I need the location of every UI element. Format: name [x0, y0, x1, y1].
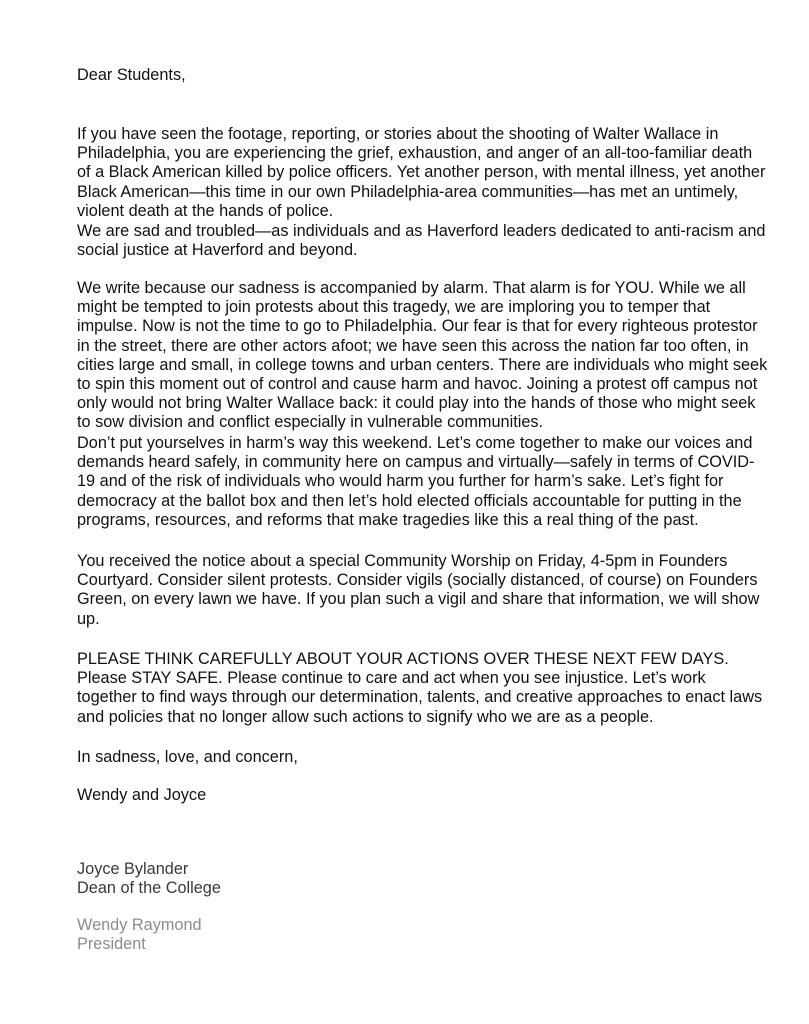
signoff: Wendy and Joyce	[77, 786, 207, 804]
signature-title: President	[77, 935, 146, 954]
paragraph-line: in the street, there are other actors afoot; we have seen this across the nation far too often, in	[77, 336, 749, 355]
signature-title: Dean of the College	[77, 879, 221, 898]
paragraph-4	[77, 434, 777, 530]
paragraph-line: Please STAY SAFE. Please continue to care and act when you see injustice. Let’s work	[77, 669, 706, 688]
paragraph-3	[77, 279, 777, 433]
paragraph-line: to spin this moment out of control and cause harm and havoc. Joining a protest off campus not	[77, 375, 758, 394]
paragraph-line: demands heard safely, in community here on campus and virtually—safely in terms of COVID-	[77, 453, 755, 472]
paragraph-6	[77, 650, 777, 727]
paragraph-line: Philadelphia, you are experiencing the grief, exhaustion, and anger of an all-too-familiar death	[77, 144, 753, 163]
paragraph-line: cities large and small, in college towns and urban centers. There are individuals who might seek	[77, 355, 768, 374]
signature-block-president	[77, 916, 202, 954]
paragraph-line: Don’t put yourselves in harm’s way this weekend. Let’s come together to make our voices and	[77, 434, 753, 452]
paragraph-2	[77, 222, 777, 260]
salutation: Dear Students,	[77, 66, 186, 84]
paragraph-line: democracy at the ballot box and then let’s hold elected officials accountable for putting in the	[77, 491, 742, 510]
paragraph-line: to sow division and conflict especially in vulnerable communities.	[77, 413, 544, 432]
paragraph-line: Black American—this time in our own Philadelphia-area communities—has met an untimely,	[77, 182, 739, 201]
paragraph-line: up.	[77, 609, 100, 628]
paragraph-line: We are sad and troubled—as individuals and as Haverford leaders dedicated to anti-racism and	[77, 222, 766, 240]
paragraph-line: social justice at Haverford and beyond.	[77, 241, 358, 260]
paragraph-line: Green, on every lawn we have. If you plan such a vigil and share that information, we will show	[77, 590, 760, 609]
paragraph-line: violent death at the hands of police.	[77, 201, 334, 220]
paragraph-line: only would not bring Walter Wallace back: it could play into the hands of those who might seek	[77, 394, 756, 413]
paragraph-line: together to find ways through our determination, talents, and creative approaches to enact laws	[77, 688, 763, 707]
closing-line: In sadness, love, and concern,	[77, 748, 298, 766]
paragraph-line: Courtyard. Consider silent protests. Consider vigils (socially distanced, of course) on Founders	[77, 571, 758, 590]
paragraph-line: and policies that no longer allow such actions to signify who we are as a people.	[77, 707, 654, 726]
signature-name: Wendy Raymond	[77, 916, 202, 934]
paragraph-line: We write because our sadness is accompanied by alarm. That alarm is for YOU. While we all	[77, 279, 746, 297]
paragraph-line: 19 and of the risk of individuals who would harm you further for harm’s sake. Let’s fight for	[77, 472, 724, 491]
paragraph-line: might be tempted to join protests about this tragedy, we are imploring you to temper that	[77, 298, 711, 317]
paragraph-line: PLEASE THINK CAREFULLY ABOUT YOUR ACTIONS OVER THESE NEXT FEW DAYS.	[77, 650, 729, 668]
paragraph-line: If you have seen the footage, reporting, or stories about the shooting of Walter Wallace in	[77, 125, 719, 143]
paragraph-line: impulse. Now is not the time to go to Philadelphia. Our fear is that for every righteous protestor	[77, 317, 758, 336]
paragraph-line: You received the notice about a special Community Worship on Friday, 4-5pm in Founders	[77, 552, 728, 570]
paragraph-line: of a Black American killed by police officers. Yet another person, with mental illness, yet another	[77, 163, 766, 182]
paragraph-5	[77, 552, 777, 629]
signature-block-dean	[77, 860, 221, 898]
paragraph-line: programs, resources, and reforms that make tragedies like this a real thing of the past.	[77, 510, 699, 529]
signature-name: Joyce Bylander	[77, 860, 189, 878]
paragraph-1	[77, 125, 777, 221]
